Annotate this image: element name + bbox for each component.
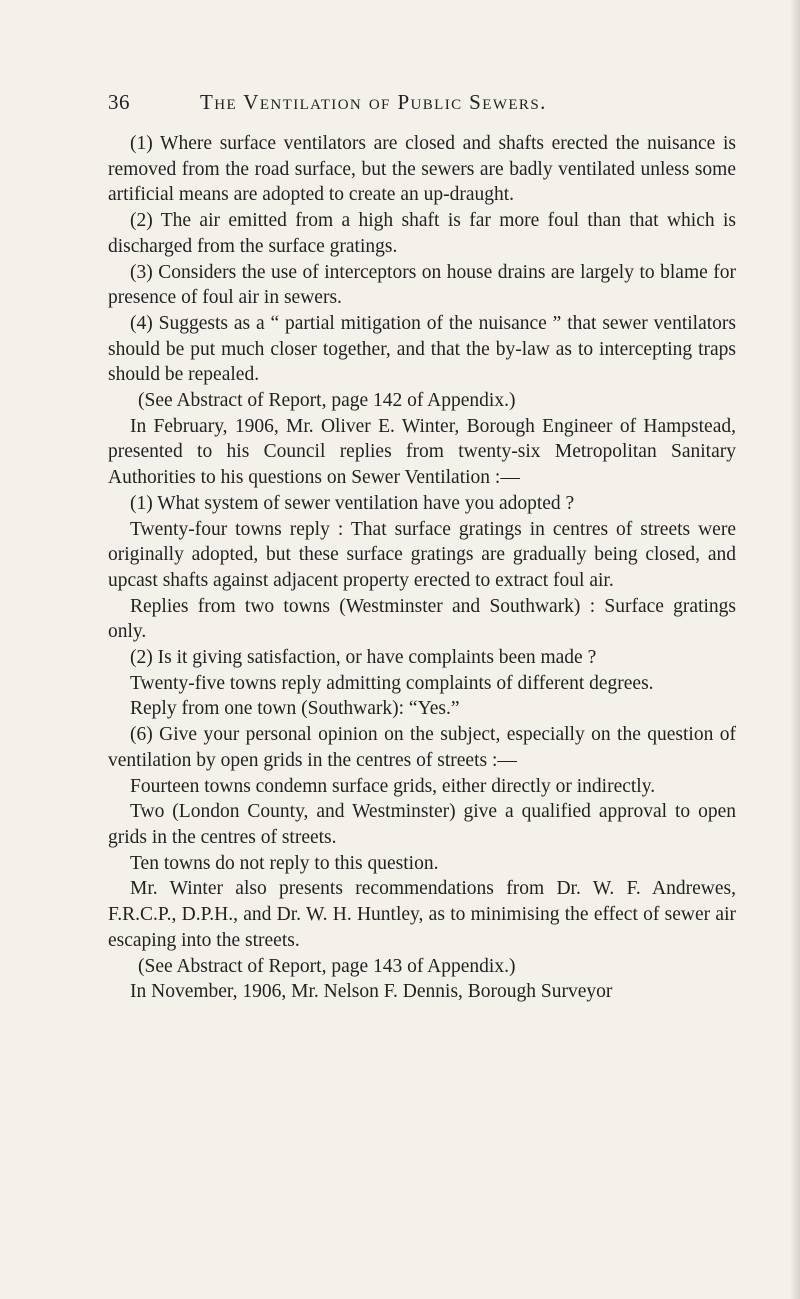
paragraph-1: (1) Where surface ventilators are closed and shafts erected the nuisance is removed from the road surface, but the sewers are badly ventilated unless some artificial means are adopted to create an up-draught.	[108, 133, 736, 206]
question-2: (2) Is it giving satisfaction, or have complaints been made ?	[130, 647, 597, 669]
page-header	[108, 90, 748, 120]
paragraph-3: (3) Considers the use of interceptors on house drains are largely to blame for presence of foul air in sewers.	[108, 261, 736, 309]
body-text	[108, 131, 736, 1005]
answer-6a: Fourteen towns condemn surface grids, either directly or indirectly.	[130, 775, 656, 797]
paragraph-2: (2) The air emitted from a high shaft is far more foul than that which is discharged from the surface gratings.	[108, 210, 736, 257]
abstract-reference-1: (See Abstract of Report, page 142 of Appendix.)	[138, 390, 516, 412]
question-6: (6) Give your personal opinion on the subject, especially on the question of ventilation by open grids in the centres of streets :—	[108, 724, 736, 771]
page-number: 36	[108, 90, 130, 114]
answer-1b: Replies from two towns (Westminster and Southwark) : Surface gratings only.	[108, 595, 736, 643]
paragraph-recommendations: Mr. Winter also presents recommendations from Dr. W. F. Andrewes, F.R.C.P., D.P.H., and Dr. W. H. Huntley, as to minimising the effect of sewer air escaping into the streets.	[108, 878, 736, 951]
paragraph-dennis: In November, 1906, Mr. Nelson F. Dennis, Borough Surveyor	[130, 981, 613, 1003]
abstract-reference-2: (See Abstract of Report, page 143 of Appendix.)	[138, 955, 516, 977]
paragraph-4: (4) Suggests as a “ partial mitigation of the nuisance ” that sewer ventilators should be put much closer together, and that the by-law as to intercepting traps should be repealed.	[108, 312, 736, 386]
answer-1a: Twenty-four towns reply : That surface gratings in centres of streets were originally adopted, but these surface gratings are gradually being closed, and upcast shafts against adjacent property erected to extract foul air.	[108, 518, 736, 591]
question-1: (1) What system of sewer ventilation have you adopted ?	[130, 492, 575, 514]
paragraph-winter-intro: In February, 1906, Mr. Oliver E. Winter, Borough Engineer of Hampstead, presented to his Council replies from twenty-six Metropolitan Sanitary Authorities to his questions on Sewer Ventilation :—	[108, 415, 736, 489]
page-edge-shadow	[790, 0, 800, 1299]
answer-6b: Two (London County, and Westminster) give a qualified approval to open grids in the centres of streets.	[108, 801, 736, 848]
answer-2b: Reply from one town (Southwark): “Yes.”	[130, 698, 460, 720]
answer-6c: Ten towns do not reply to this question.	[130, 852, 439, 874]
answer-2a: Twenty-five towns reply admitting complaints of different degrees.	[130, 672, 654, 694]
running-title: The Ventilation of Public Sewers.	[200, 90, 547, 114]
